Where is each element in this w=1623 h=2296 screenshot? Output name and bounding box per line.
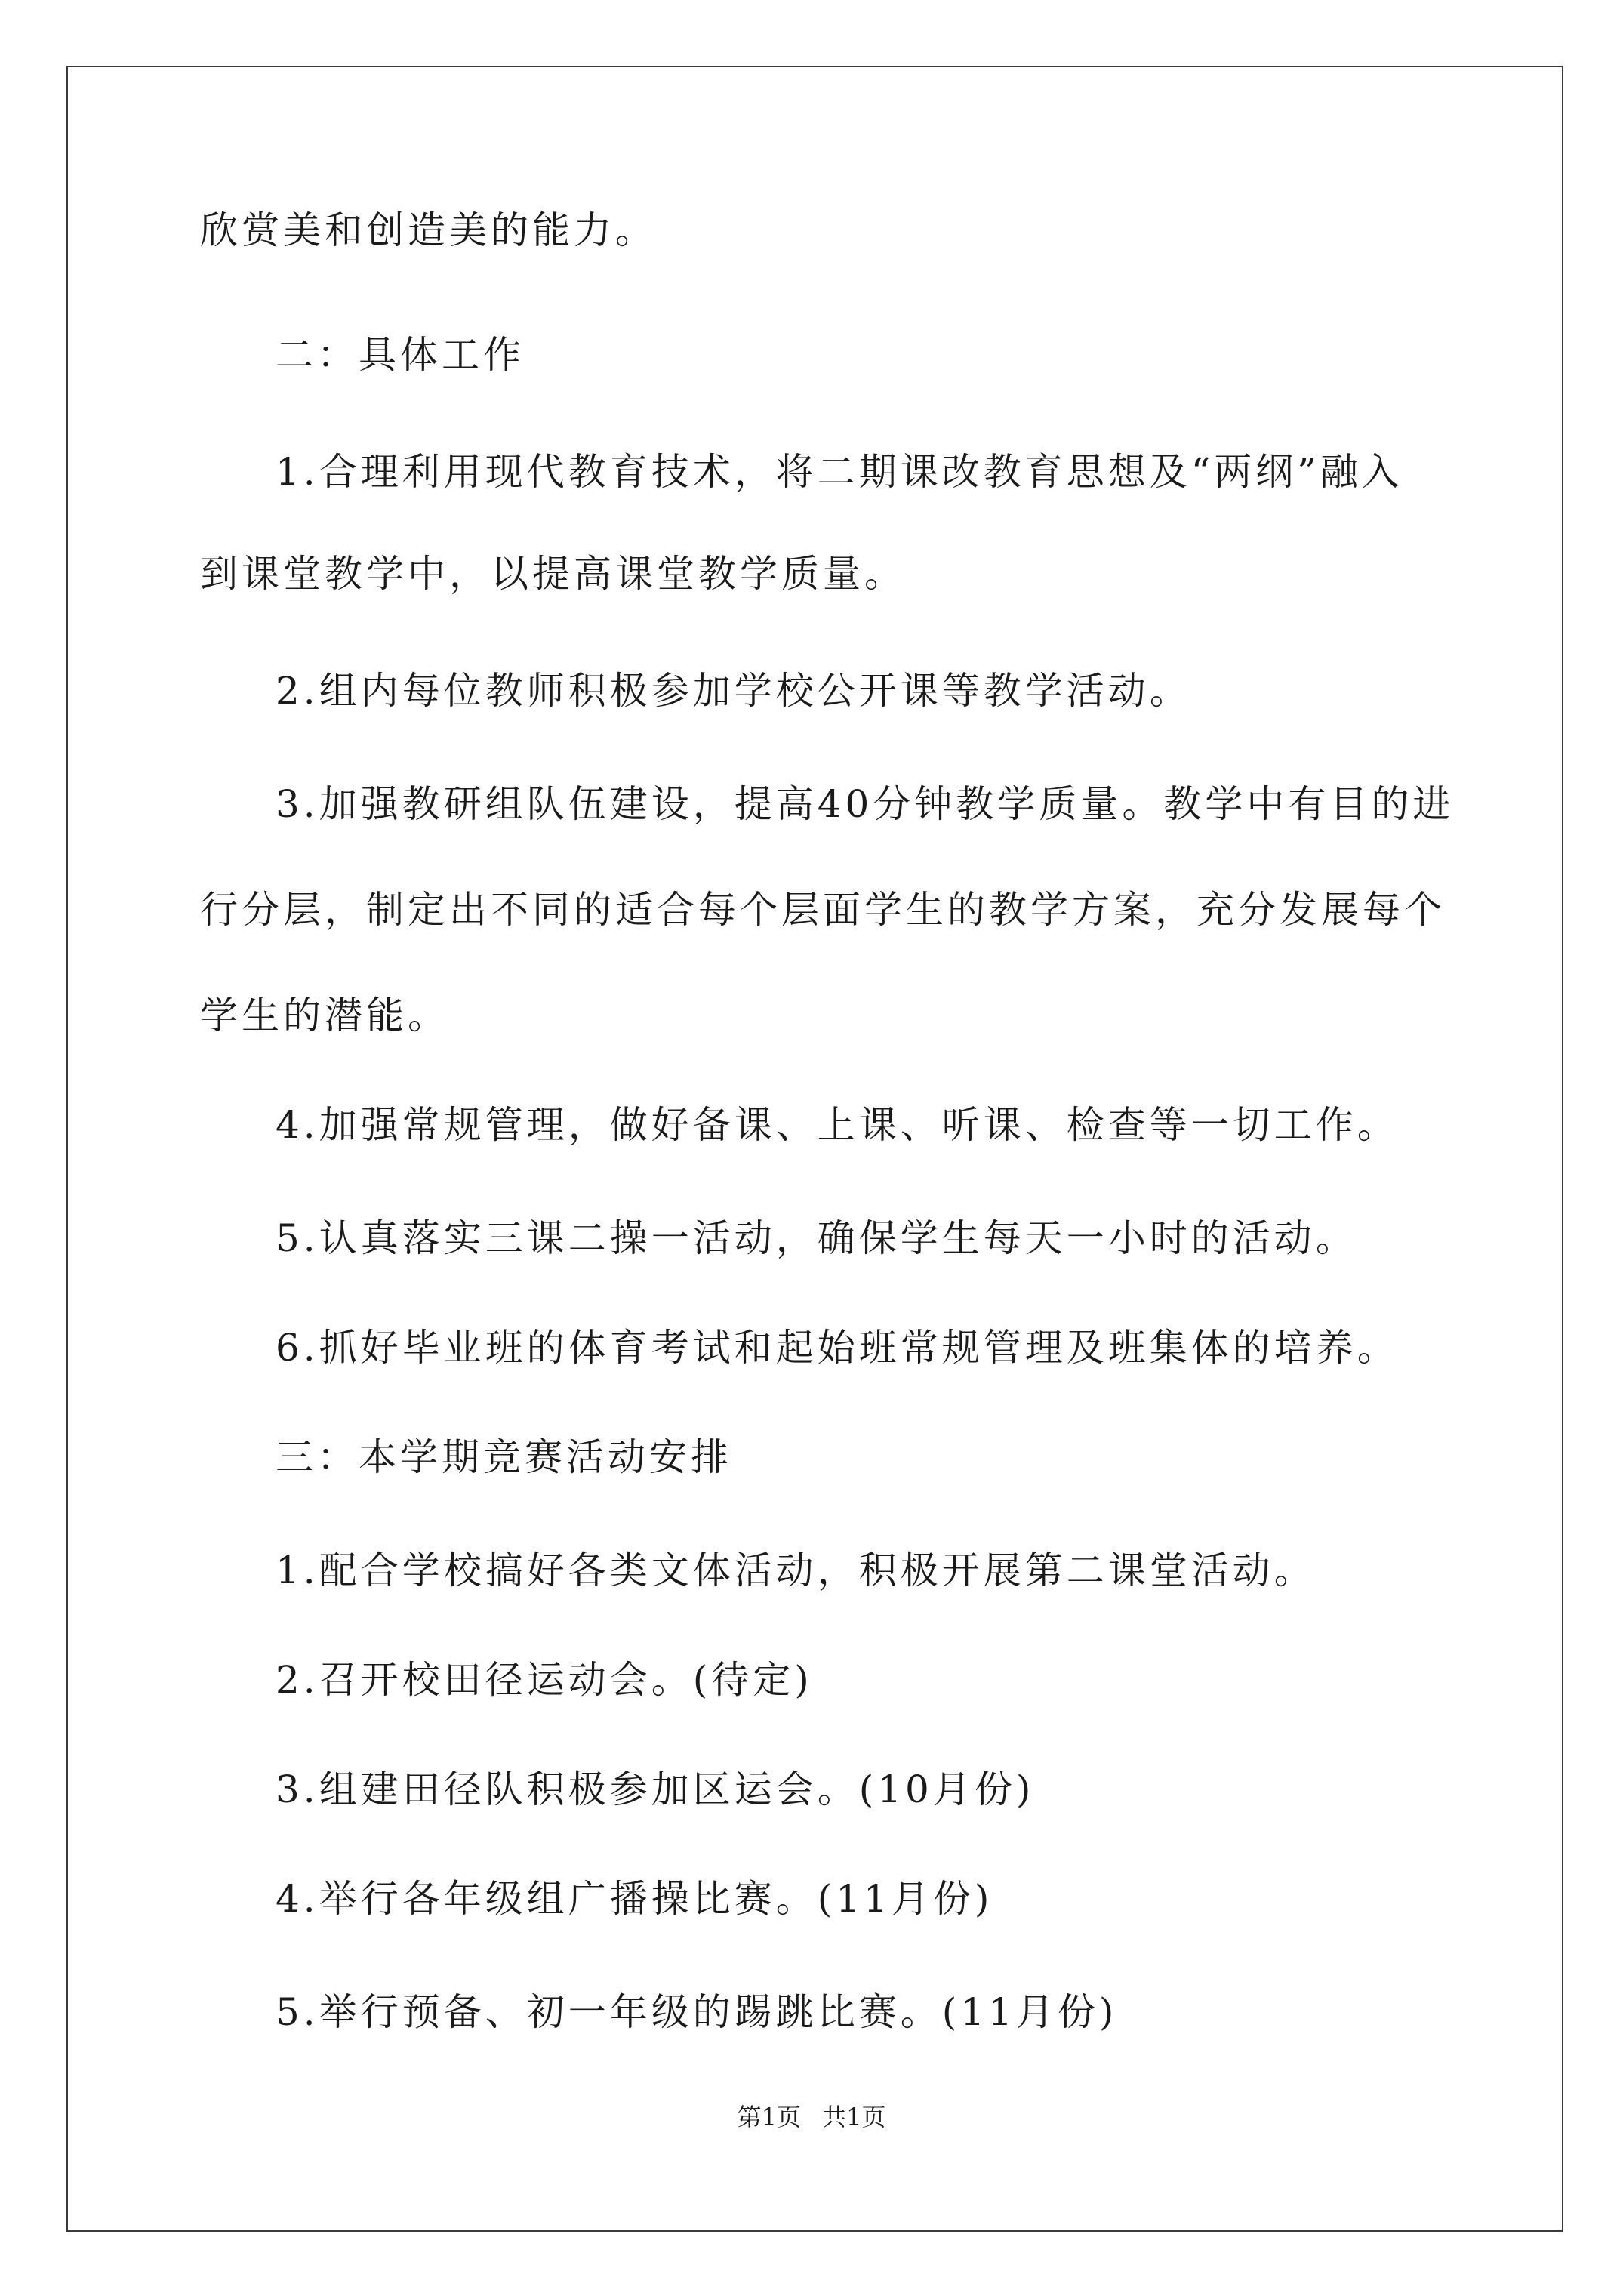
text-line: 4.加强常规管理，做好备课、上课、听课、检查等一切工作。 bbox=[276, 1103, 1399, 1147]
text-line: 4.举行各年级组广播操比赛。(11月份) bbox=[276, 1877, 993, 1921]
section-heading: 三：本学期竞赛活动安排 bbox=[276, 1435, 732, 1479]
text-line: 3.组建田径队积极参加区运会。(10月份) bbox=[276, 1767, 1035, 1811]
text-line: 6.抓好毕业班的体育考试和起始班常规管理及班集体的培养。 bbox=[276, 1326, 1399, 1370]
text-line: 3.加强教研组队伍建设，提高40分钟教学质量。教学中有目的进 bbox=[276, 782, 1455, 826]
text-line: 5.认真落实三课二操一活动，确保学生每天一小时的活动。 bbox=[276, 1216, 1357, 1260]
section-heading: 二：具体工作 bbox=[276, 333, 525, 377]
text-line: 行分层，制定出不同的适合每个层面学生的教学方案，充分发展每个 bbox=[200, 888, 1446, 932]
text-line: 学生的潜能。 bbox=[200, 994, 449, 1037]
text-line: 到课堂教学中，以提高课堂教学质量。 bbox=[200, 552, 906, 596]
page-number: 第1页 bbox=[737, 2103, 801, 2131]
text-line: 1.合理利用现代教育技术，将二期课改教育思想及“两纲”融入 bbox=[276, 450, 1403, 494]
text-line: 2.组内每位教师积极参加学校公开课等教学活动。 bbox=[276, 669, 1191, 713]
text-line: 1.配合学校搞好各类文体活动，积极开展第二课堂活动。 bbox=[276, 1549, 1316, 1592]
text-line: 欣赏美和创造美的能力。 bbox=[200, 208, 657, 252]
page-total: 共1页 bbox=[822, 2103, 886, 2131]
text-line: 2.召开校田径运动会。(待定) bbox=[276, 1658, 813, 1702]
page-footer bbox=[0, 2102, 1623, 2132]
text-line: 5.举行预备、初一年级的踢跳比赛。(11月份) bbox=[276, 1990, 1118, 2034]
